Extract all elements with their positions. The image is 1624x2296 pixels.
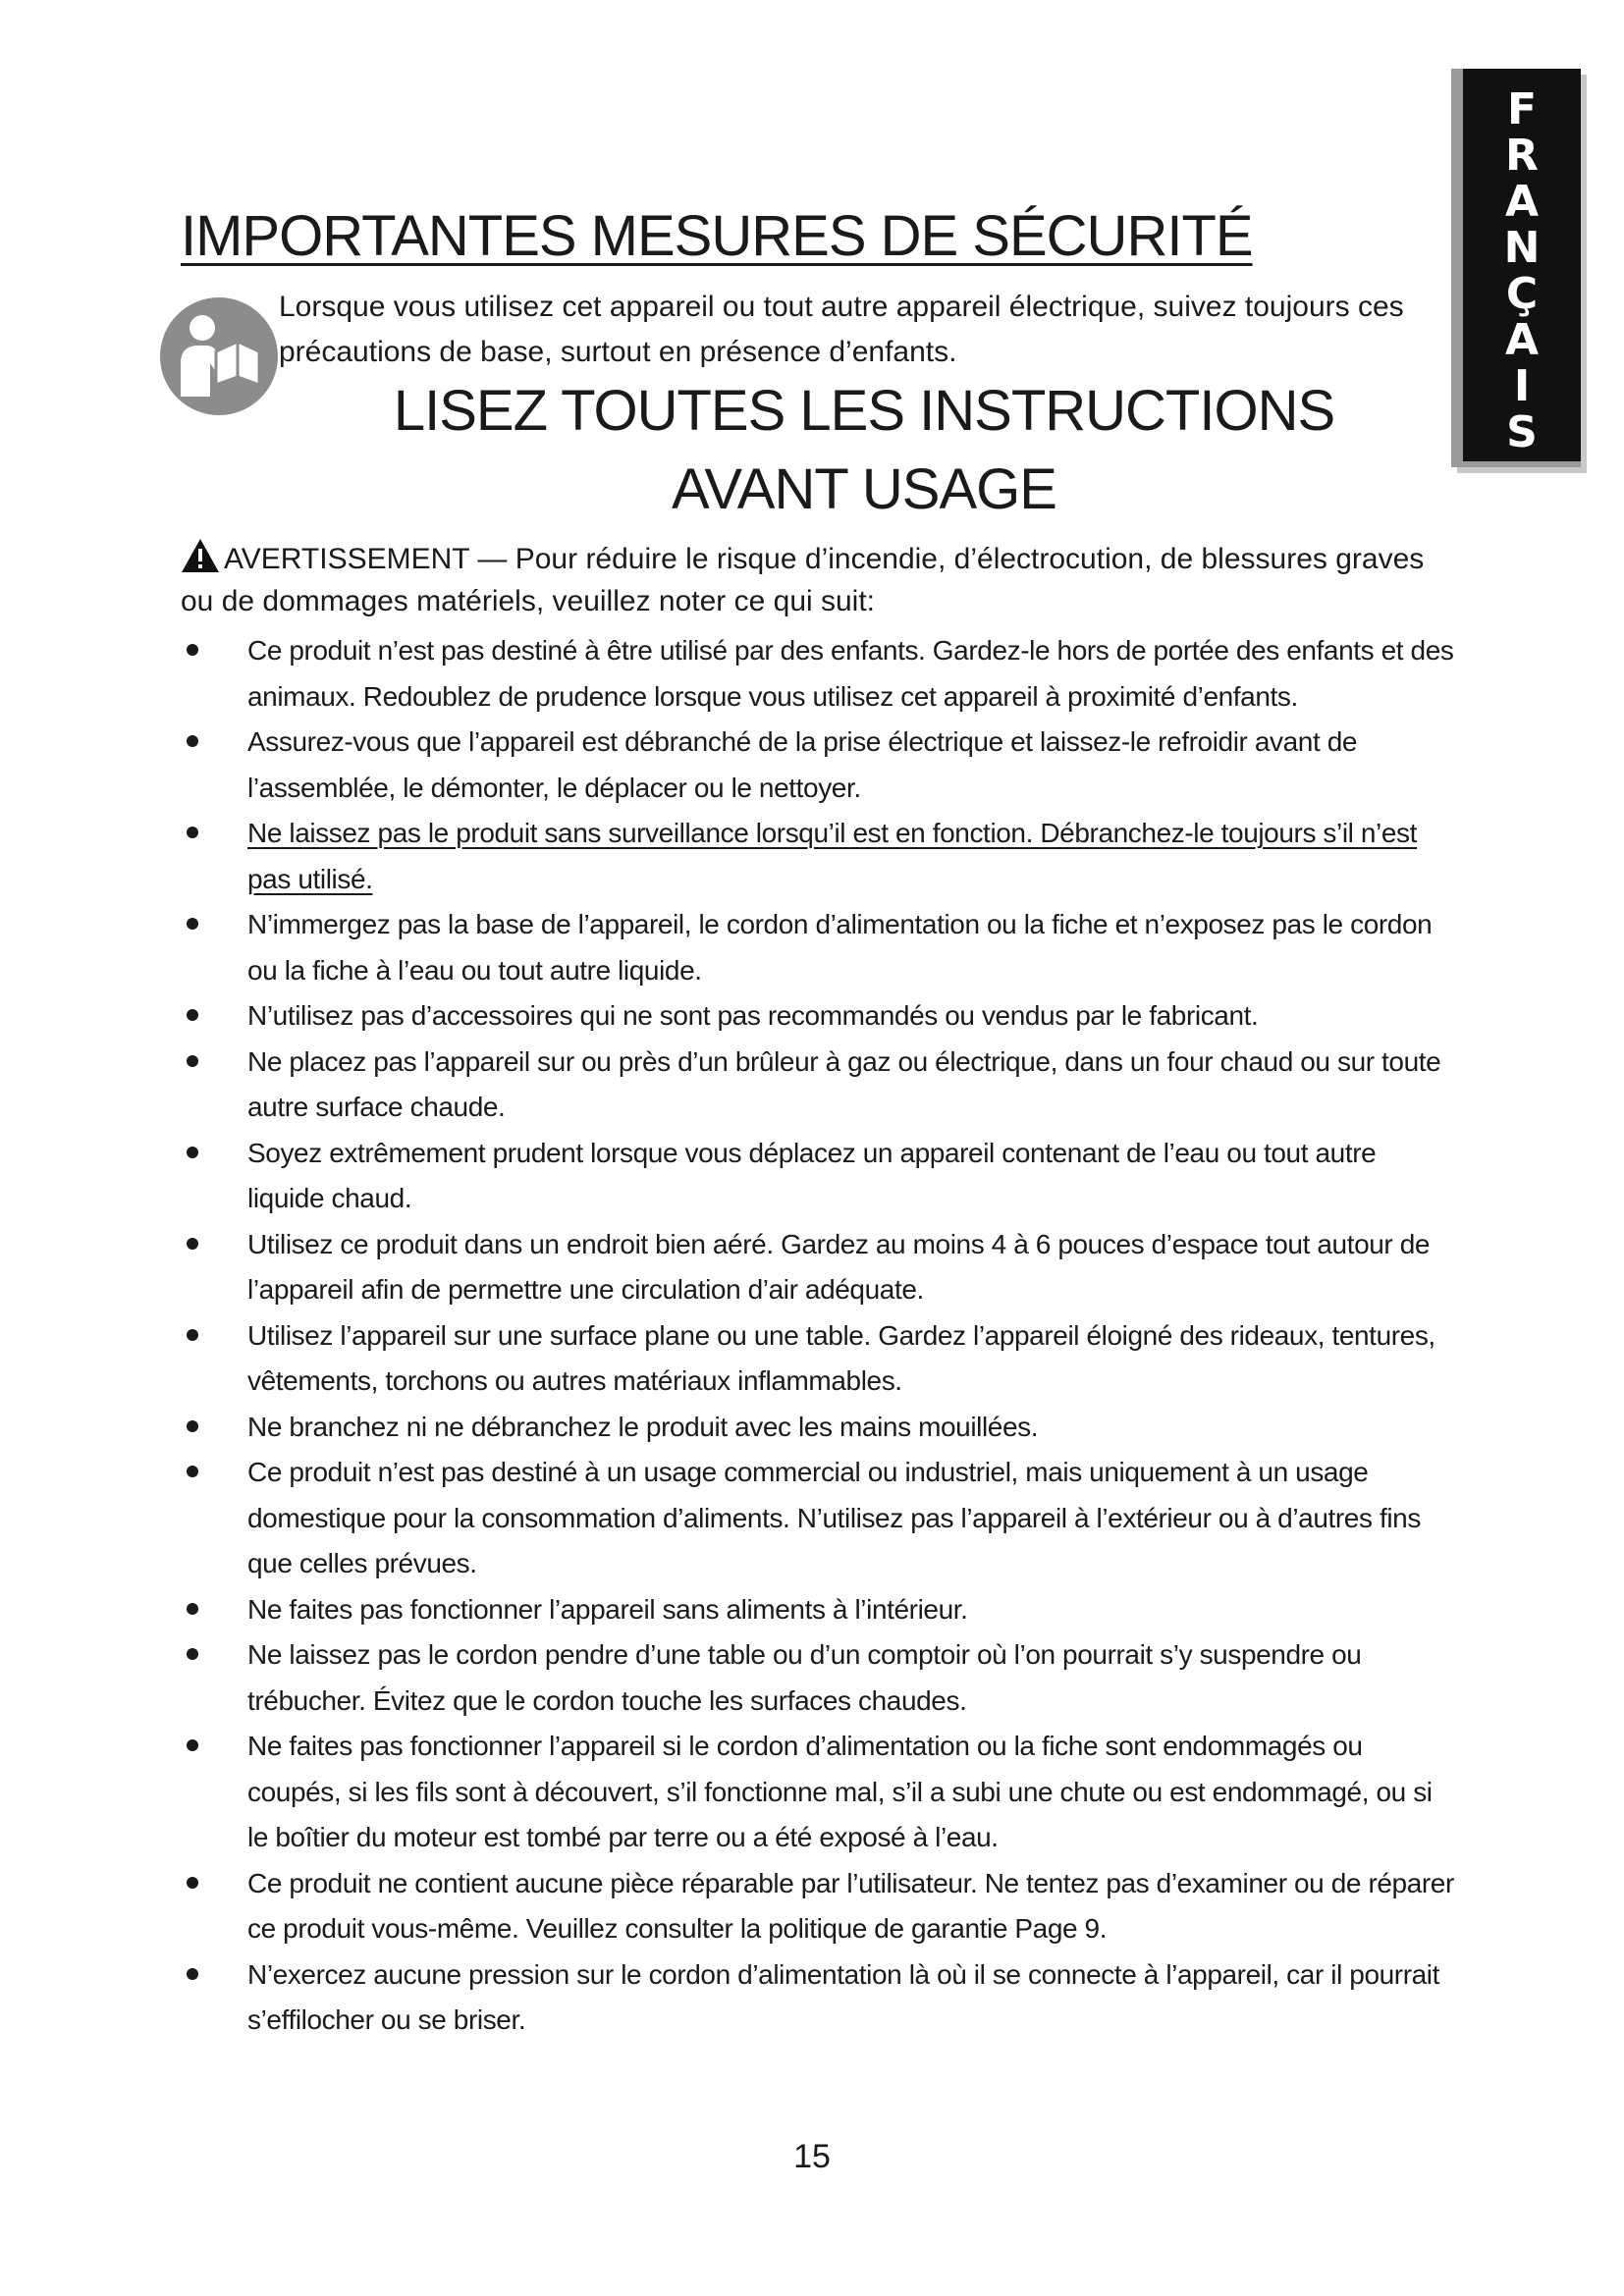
list-item: Ne laissez pas le cordon pendre d’une table ou d’un comptoir où l’on pourrait s’y suspendre ou trébucher. Évitez que le cordon touche les surfaces chaudes.: [181, 1632, 1457, 1724]
before-use-heading: AVANT USAGE: [672, 457, 1056, 521]
list-item: Ne placez pas l’appareil sur ou près d’un brûleur à gaz ou électrique, dans un four chaud ou sur toute autre surface chaude.: [181, 1040, 1457, 1131]
tab-letter: S: [1506, 407, 1538, 457]
list-item: Soyez extrêmement prudent lorsque vous déplacez un appareil contenant de l’eau ou tout autre liquide chaud.: [181, 1131, 1457, 1222]
tab-letter: N: [1503, 223, 1541, 273]
warning-text: AVERTISSEMENT — Pour réduire le risque d’incendie, d’électrocution, de blessures graves ou de dommages matériels, veuillez noter ce qui suit:: [181, 543, 1425, 617]
list-item: Utilisez ce produit dans un endroit bien aéré. Gardez au moins 4 à 6 pouces d’espace tout autour de l’appareil afin de permettre une circulation d’air adéquate.: [181, 1222, 1457, 1313]
warning-paragraph: [181, 538, 1447, 622]
page-title: IMPORTANTES MESURES DE SÉCURITÉ: [181, 204, 1253, 268]
safety-list: [181, 628, 1457, 2044]
tab-letter: F: [1506, 84, 1538, 134]
list-item: Ne branchez ni ne débranchez le produit avec les mains mouillées.: [181, 1405, 1457, 1451]
tab-letter: A: [1504, 315, 1540, 365]
list-item: Ce produit ne contient aucune pièce réparable par l’utilisateur. Ne tentez pas d’examiner ou de réparer ce produit vous-même. Veuillez consulter la politique de garantie Page 9.: [181, 1861, 1457, 1952]
tab-letter: R: [1505, 131, 1539, 181]
intro-text: Lorsque vous utilisez cet appareil ou tout autre appareil électrique, suivez toujours ces précautions de base, surtout en présence d’enfants.: [279, 291, 1404, 368]
page-number: 15: [793, 2138, 831, 2175]
list-item: Assurez-vous que l’appareil est débranché de la prise électrique et laissez-le refroidir avant de l’assemblée, le démonter, le déplacer ou le nettoyer.: [181, 720, 1457, 811]
list-item: Ce produit n’est pas destiné à un usage commercial ou industriel, mais uniquement à un usage domestique pour la consommation d’aliments. N’utilisez pas l’appareil à l’extérieur ou à d’autres fins que celles prévues.: [181, 1450, 1457, 1587]
list-item: N’exercez aucune pression sur le cordon d’alimentation là où il se connecte à l’appareil, car il pourrait s’effilocher ou se briser.: [181, 1952, 1457, 2044]
list-item: Ne faites pas fonctionner l’appareil sans aliments à l’intérieur.: [181, 1587, 1457, 1633]
tab-letter: I: [1513, 361, 1531, 411]
tab-letter: A: [1504, 177, 1540, 227]
list-item: N’immergez pas la base de l’appareil, le cordon d’alimentation ou la fiche et n’exposez pas le cordon ou la fiche à l’eau ou tout autre liquide.: [181, 902, 1457, 993]
list-item: Utilisez l’appareil sur une surface plane ou une table. Gardez l’appareil éloigné des rideaux, tentures, vêtements, torchons ou autres matériaux inflammables.: [181, 1313, 1457, 1405]
tab-letter: Ç: [1505, 269, 1539, 319]
list-item-text: Ne laissez pas le produit sans surveillance lorsqu’il est en fonction. Débranchez-le toujours s’il n’est pas utilisé.: [247, 818, 1418, 894]
warning-icon: [181, 538, 220, 573]
list-item: N’utilisez pas d’accessoires qui ne sont pas recommandés ou vendus par le fabricant.: [181, 993, 1457, 1040]
list-item: Ne faites pas fonctionner l’appareil si le cordon d’alimentation ou la fiche sont endommagés ou coupés, si les fils sont à découvert, s’il fonctionne mal, s’il a subi une chute ou est endommagé, ou si le boîtier du moteur est tombé par terre ou a été exposé à l’eau.: [181, 1724, 1457, 1861]
list-item: Ce produit n’est pas destiné à être utilisé par des enfants. Gardez-le hors de portée des enfants et des animaux. Redoublez de prudence lorsque vous utilisez cet appareil à proximité d’enfants.: [181, 628, 1457, 720]
read-instructions-heading: LISEZ TOUTES LES INSTRUCTIONS: [393, 379, 1335, 443]
list-item: [181, 811, 1457, 902]
